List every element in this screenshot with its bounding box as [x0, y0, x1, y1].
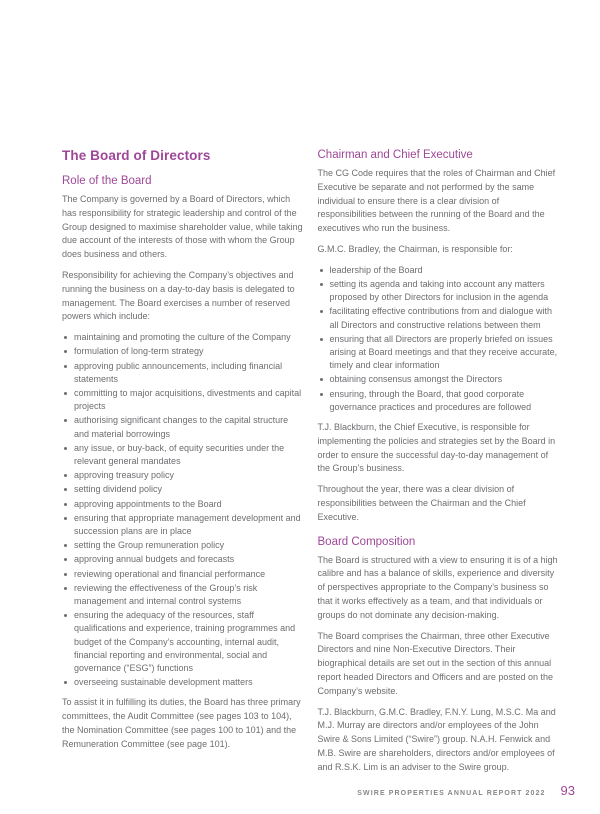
- list-item: setting dividend policy: [62, 483, 305, 496]
- list-item: approving treasury policy: [62, 469, 305, 482]
- list-item: obtaining consensus amongst the Directors: [318, 373, 561, 386]
- footer-report-title: SWIRE PROPERTIES ANNUAL REPORT 2022: [357, 790, 546, 797]
- paragraph-chairman-intro: G.M.C. Bradley, the Chairman, is responsible for:: [317, 243, 513, 254]
- list-item: overseeing sustainable development matters: [62, 676, 305, 689]
- list-item: setting its agenda and taking into account any matters proposed by other Directors for inclusion in the agenda: [318, 278, 561, 304]
- list-item: authorising significant changes to the capital structure and material borrowings: [62, 414, 305, 440]
- paragraph-swire-group: T.J. Blackburn, G.M.C. Bradley, F.N.Y. Lung, M.S.C. Ma and M.J. Murray are directors and/or employees of the John Swire & Sons Limited (“Swire”) group. N.A.H. Fenwick and M.B. Swire are shareholders, directors and/or employees of and R.S.K. Lim is an adviser to the Swire group.: [317, 706, 556, 772]
- list-item: approving annual budgets and forecasts: [62, 553, 305, 566]
- paragraph-chief-executive: T.J. Blackburn, the Chief Executive, is responsible for implementing the policies and strategies set by the Board in order to ensure the successful day-to-day management of the Group’s business.: [317, 422, 556, 474]
- list-item: formulation of long-term strategy: [62, 345, 305, 358]
- list-item: ensuring that appropriate management development and succession plans are in place: [62, 512, 305, 538]
- list-item: approving public announcements, including financial statements: [62, 360, 305, 386]
- list-item: facilitating effective contributions from and dialogue with all Directors and constructive relations between them: [318, 305, 561, 331]
- footer-page-number: 93: [560, 783, 575, 798]
- section-heading-board-composition: Board Composition: [317, 535, 416, 548]
- paragraph-role-2: Responsibility for achieving the Company’s objectives and running the business on a day-to-day basis is delegated to management. The Board exercises a number of reserved powers which include:: [62, 269, 295, 322]
- paragraph-role-1: The Company is governed by a Board of Directors, which has responsibility for strategic leadership and control of the Group designed to maximise shareholder value, while taking due account of the interests of those with whom the Group does business and others.: [62, 194, 303, 260]
- list-item: any issue, or buy-back, of equity securities under the relevant general mandates: [62, 442, 305, 468]
- page-title: The Board of Directors: [62, 148, 211, 163]
- paragraph-board-structure: The Board is structured with a view to ensuring it is of a high calibre and has a balance of skills, experience and diversity of perspectives appropriate to the Company’s business so that it works effectively as a team, and that individuals or groups do not dominate any decision-making.: [317, 554, 558, 620]
- right-column: [318, 148, 561, 782]
- section-heading-role-of-the-board: Role of the Board: [62, 175, 152, 187]
- list-item: reviewing operational and financial performance: [62, 568, 305, 581]
- chairman-responsibilities-list: [318, 264, 561, 414]
- section-heading-chairman-and-chief-executive: Chairman and Chief Executive: [317, 149, 473, 161]
- paragraph-cg-code: The CG Code requires that the roles of Chairman and Chief Executive be separate and not performed by the same individual to ensure there is a clear division of responsibilities between the running of the Board and the executives who run the business.: [317, 168, 556, 234]
- paragraph-board-members: The Board comprises the Chairman, three other Executive Directors and nine Non-Executive Directors. Their biographical details are set out in the section of this annual report headed Directors and Officers and are posted on the Company’s website.: [317, 630, 553, 696]
- list-item: ensuring, through the Board, that good corporate governance practices and procedures are followed: [318, 388, 561, 414]
- paragraph-committees: To assist it in fulfilling its duties, the Board has three primary committees, the Audit Committee (see pages 103 to 104), the Nomination Committee (see pages 100 to 101) and the Remuneration Committee (see page 101).: [62, 697, 301, 749]
- list-item: setting the Group remuneration policy: [62, 539, 305, 552]
- two-column-content: [62, 148, 560, 782]
- list-item: ensuring that all Directors are properly briefed on issues arising at Board meetings and that they receive accurate, timely and clear information: [318, 333, 561, 373]
- list-item: leadership of the Board: [318, 264, 561, 277]
- list-item: ensuring the adequacy of the resources, staff qualifications and experience, training programmes and budget of the Company’s accounting, internal audit, financial reporting and environmental, social and governance (“ESG”) functions: [62, 609, 305, 675]
- paragraph-division-of-responsibilities: Throughout the year, there was a clear division of responsibilities between the Chairman and the Chief Executive.: [317, 484, 526, 522]
- list-item: approving appointments to the Board: [62, 498, 305, 511]
- list-item: committing to major acquisitions, divestments and capital projects: [62, 387, 305, 413]
- page-footer: [357, 783, 575, 798]
- reserved-powers-list: [62, 331, 305, 689]
- list-item: reviewing the effectiveness of the Group’s risk management and internal control systems: [62, 582, 305, 608]
- left-column: [62, 148, 305, 782]
- list-item: maintaining and promoting the culture of the Company: [62, 331, 305, 344]
